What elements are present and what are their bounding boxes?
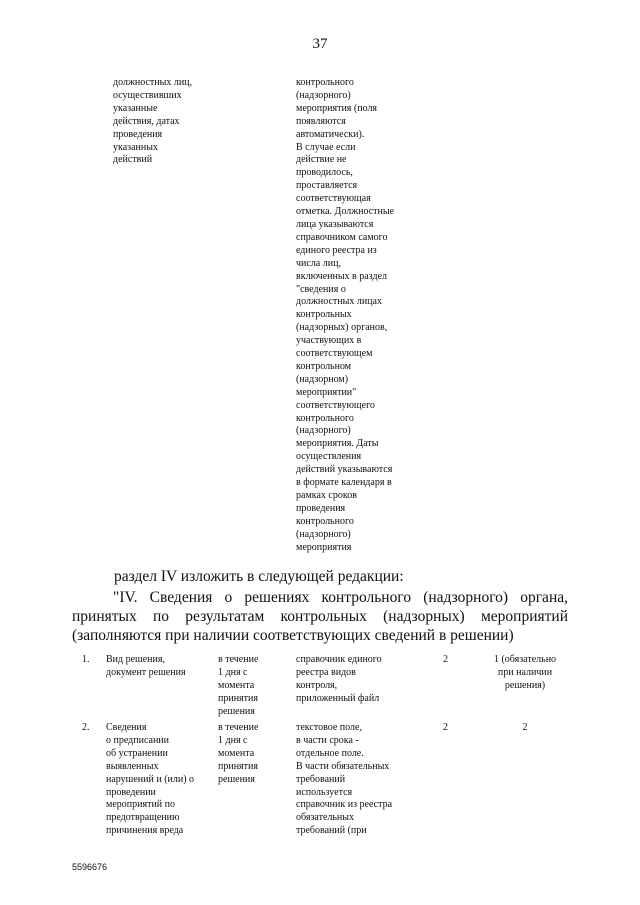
text-line: в формате календаря в (296, 477, 392, 489)
text-line: принятия (218, 760, 258, 772)
text-line: обязательных (296, 812, 354, 824)
text-line: автоматически). (296, 128, 365, 140)
text-line: (надзорном) (296, 373, 349, 385)
text-line: в течение (218, 722, 259, 733)
text-line: требований (при (296, 825, 367, 837)
text-line: (надзорных) органов, (296, 322, 388, 334)
text-line: контрольном (296, 360, 352, 372)
text-line: проводилось, (296, 167, 353, 179)
text-line: справочник единого (296, 654, 382, 665)
text-line: проведения (296, 502, 346, 514)
text-line: лица указываются (296, 218, 374, 230)
continuation-right-column (296, 77, 394, 555)
input-term (218, 722, 258, 787)
text-line: должностных лицах (296, 296, 382, 308)
field-name (106, 722, 194, 838)
text-line: проведения (113, 128, 163, 140)
text-line: действий указываются (296, 464, 393, 476)
text-line: отметка. Должностные (296, 206, 395, 218)
field-format (296, 722, 392, 838)
text-line: В части обязательных (296, 760, 390, 772)
text-line: 1 дня с (218, 734, 248, 746)
text-line: выявленных (106, 760, 159, 772)
text-line: справочником самого (296, 231, 388, 243)
amendment-instruction: раздел IV изложить в следующей редакции: (114, 568, 404, 585)
text-line: (надзорного) (296, 528, 351, 540)
text-line: в течение (218, 654, 259, 665)
access-code: 2 (443, 654, 448, 665)
text-line: нарушений и (или) о (106, 773, 195, 785)
text-line: требований (296, 773, 346, 785)
text-line: действия, датах (113, 115, 180, 127)
text-line: соответствующая (296, 193, 371, 205)
text-line: Вид решения, (106, 654, 165, 665)
text-line: действий (113, 154, 153, 166)
text-line: 1 (обязательно (493, 654, 557, 665)
text-line: осуществивших (113, 89, 182, 101)
text-line: проведении (106, 786, 156, 798)
text-line: отдельное поле. (296, 747, 364, 759)
row-number: 1. (82, 654, 90, 665)
text-line: "сведения о (296, 283, 346, 295)
text-line: используется (296, 786, 353, 798)
text-line: контрольного (296, 77, 354, 88)
text-line: единого реестра из (296, 244, 377, 256)
section-heading-line: принятых по результатам контрольных (надзорных) мероприятий (72, 608, 568, 625)
mandatory-flag (484, 654, 566, 693)
text-line: соответствующего (296, 399, 375, 411)
text-line: контроля, (296, 679, 338, 691)
text-line: решения (218, 705, 255, 717)
text-line: момента (218, 747, 255, 759)
text-line: В случае если (296, 141, 356, 153)
text-line: указанные (113, 102, 158, 114)
text-line: причинения вреда (106, 825, 184, 837)
text-line: контрольных (296, 309, 352, 321)
text-line: справочник из реестра (296, 799, 393, 811)
page-number: 37 (312, 36, 328, 52)
document-code: 5596676 (72, 862, 108, 872)
text-line: предотвращению (106, 812, 180, 824)
text-line: решения (218, 773, 255, 785)
row-number: 2. (82, 722, 90, 733)
text-line: появляются (296, 115, 346, 127)
text-line: (надзорного) (296, 89, 351, 101)
text-line: при наличии (497, 666, 553, 678)
section-heading-line: (заполняются при наличии соответствующих сведений в решении) (72, 627, 514, 644)
text-line: Сведения (106, 722, 147, 733)
text-line: мероприятия. Даты (296, 438, 379, 450)
text-line: контрольного (296, 412, 354, 424)
text-line: должностных лиц, (113, 77, 193, 88)
text-line: о предписании (106, 734, 170, 746)
text-line: числа лиц, (296, 257, 341, 269)
text-line: мероприятий по (106, 799, 175, 811)
text-line: 1 дня с (218, 666, 248, 678)
field-format (296, 654, 382, 706)
text-line: текстовое поле, (296, 722, 362, 733)
text-line: мероприятия (поля (296, 102, 378, 114)
text-line: действие не (296, 154, 347, 166)
text-line: документ решения (106, 666, 186, 678)
text-line: реестра видов (296, 666, 356, 678)
text-line: в части срока - (296, 734, 359, 746)
access-code: 2 (443, 722, 448, 733)
continuation-left-column (113, 77, 192, 167)
text-line: об устранении (106, 747, 168, 759)
section-heading-line: "IV. Сведения о решениях контрольного (надзорного) органа, (113, 589, 568, 606)
input-term (218, 654, 258, 719)
text-line: соответствующем (296, 348, 373, 360)
text-line: решения) (504, 679, 546, 691)
text-line: мероприятия (296, 541, 352, 553)
text-line: включенных в раздел (296, 270, 387, 282)
text-line: проставляется (296, 180, 358, 192)
text-line: контрольного (296, 515, 354, 527)
text-line: указанных (113, 141, 158, 153)
text-line: 2 (522, 722, 528, 733)
field-name (106, 654, 186, 680)
mandatory-flag (484, 722, 566, 735)
text-line: (надзорного) (296, 425, 351, 437)
text-line: участвующих в (296, 335, 362, 347)
text-line: приложенный файл (296, 692, 380, 704)
text-line: мероприятии" (296, 386, 357, 398)
text-line: рамках сроков (296, 490, 357, 501)
text-line: осуществления (296, 451, 362, 463)
text-line: принятия (218, 692, 258, 704)
text-line: момента (218, 679, 255, 691)
